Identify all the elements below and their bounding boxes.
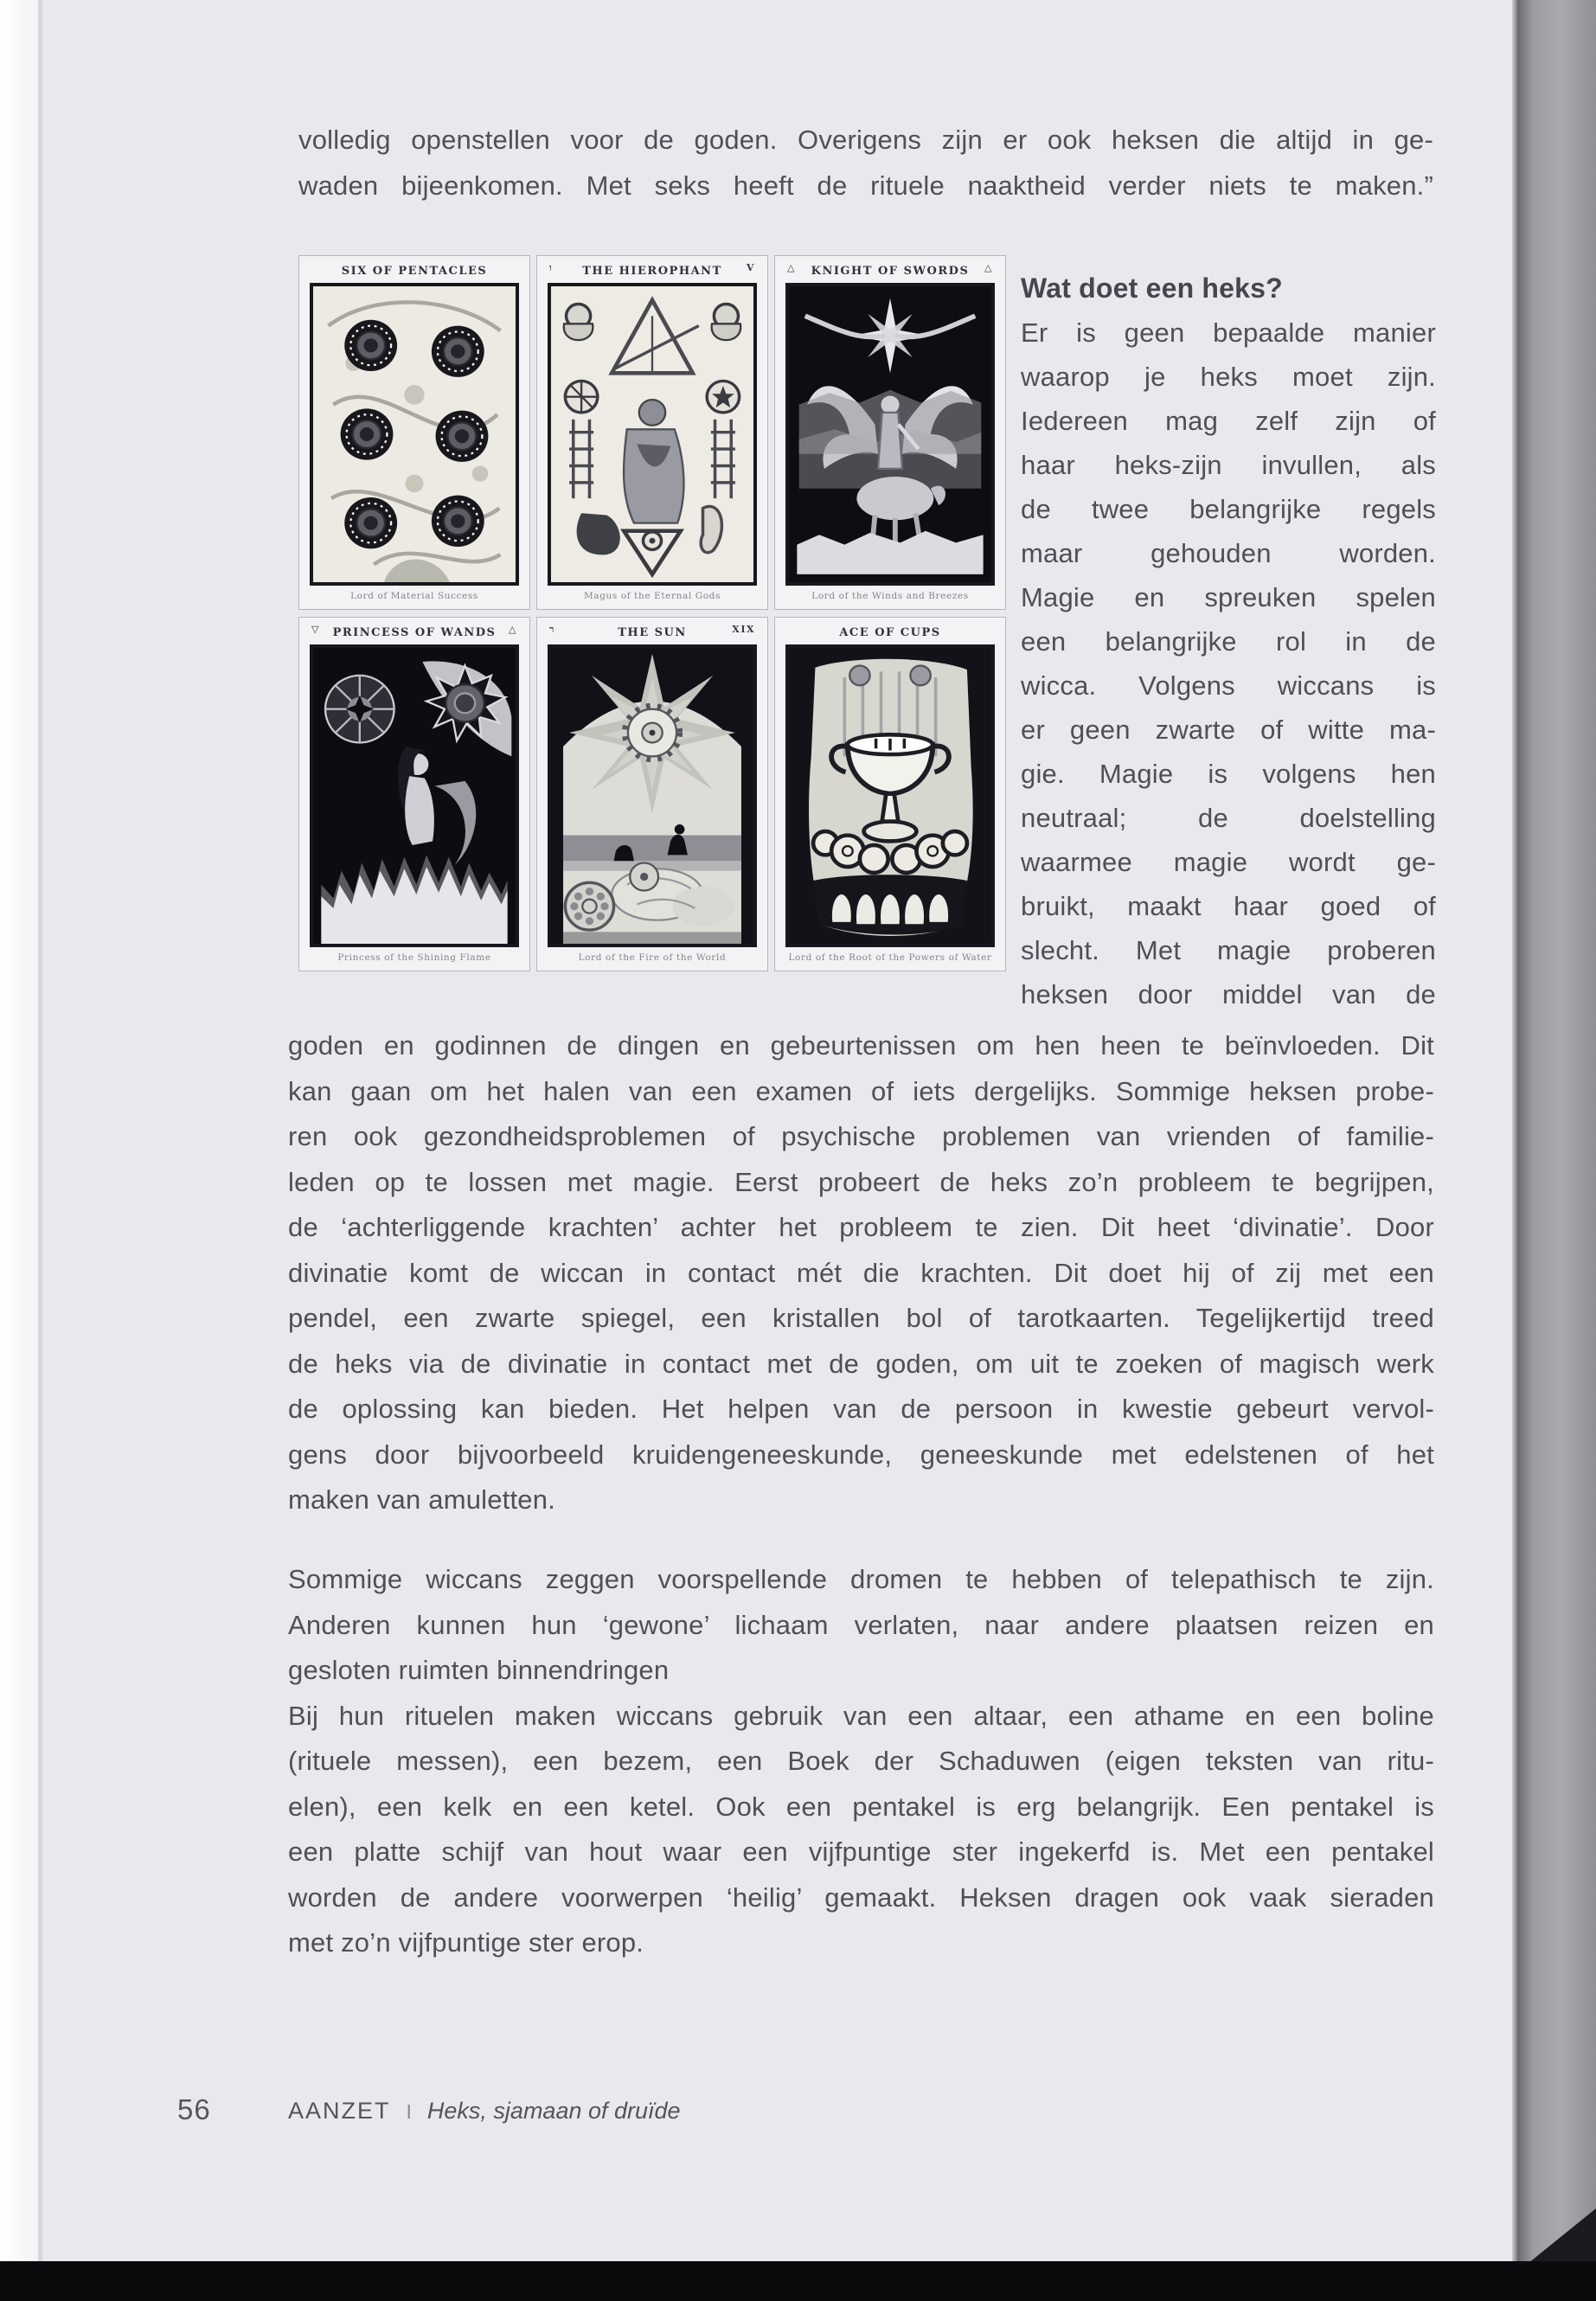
card-title-bar	[784, 622, 997, 644]
text-line: Magie en spreuken spelen	[1021, 582, 1436, 612]
text-line: Iedereen mag zelf zijn of	[1021, 406, 1436, 436]
card-right-symbol: △	[509, 624, 517, 635]
card-title: SIX OF PENTACLES	[341, 265, 488, 278]
text-line: goden en godinnen de dingen en gebeurtenissen om hen heen te beïnvloeden. Dit	[288, 1030, 1434, 1061]
book-title: Heks, sjamaan of druïde	[426, 2098, 681, 2124]
card-caption: Magus of the Eternal Gods	[584, 591, 721, 601]
text-line: Anderen kunnen hun ‘gewone’ lichaam verlaten, naar andere plaatsen reizen en	[288, 1609, 1434, 1640]
card-title-bar	[546, 622, 759, 644]
scan-page-crease	[1512, 0, 1519, 2301]
hierophant-illustration	[551, 286, 753, 582]
knight-illustration	[789, 286, 991, 582]
intro-paragraph	[298, 118, 1433, 208]
text-line: maken van amuletten.	[288, 1484, 556, 1515]
text-line: gie. Magie is volgens hen	[1021, 759, 1436, 789]
text-line: (rituele messen), een bezem, een Boek der Schaduwen (eigen teksten van ritu-	[288, 1746, 1434, 1776]
text-line: waarmee magie wordt ge-	[1021, 847, 1436, 877]
sun-wheel	[325, 676, 394, 743]
page-number: 56	[177, 2093, 211, 2125]
sun-illustration	[551, 648, 753, 944]
ace-of-cups-illustration	[789, 648, 991, 944]
text-line: worden de andere voorwerpen ‘heilig’ gemaakt. Heksen dragen ook vaak sieraden	[288, 1881, 1434, 1913]
text-line: slecht. Met magie proberen	[1021, 935, 1436, 965]
tarot-card-knight-of-swords	[774, 255, 1006, 610]
section-heading: Wat doet een heks?	[1021, 272, 1283, 304]
text-line: de ‘achterliggende krachten’ achter het probleem te zien. Dit heet ‘divinatie’. Door	[288, 1212, 1434, 1242]
text-line: waden bijeenkomen. Met seks heeft de rituele naaktheid verder niets te maken.”	[298, 170, 1433, 201]
series-name: AANZET	[288, 2098, 391, 2124]
card-title: KNIGHT OF SWORDS	[811, 265, 970, 278]
text-line: de heks via de divinatie in contact met de goden, om uit te zoeken of magisch werk	[288, 1348, 1434, 1379]
card-left-symbol: △	[787, 262, 796, 273]
text-line: kan gaan om het halen van een examen of iets dergelijks. Sommige heksen probe-	[288, 1075, 1434, 1106]
tarot-card-ace-of-cups	[774, 617, 1006, 971]
card-caption: Lord of the Root of the Powers of Water	[788, 952, 992, 963]
tarot-card-the-sun	[536, 617, 768, 971]
text-line: leden op te lossen met magie. Eerst probeert de heks zo’n probleem te begrijpen,	[288, 1166, 1434, 1197]
card-left-symbol: ר	[549, 624, 555, 635]
card-title: THE HIEROPHANT	[582, 265, 722, 278]
body-paragraph-1	[288, 1023, 1434, 1523]
tarot-card-grid	[298, 255, 1006, 971]
card-left-symbol: ו	[549, 262, 554, 273]
star-pentacle	[707, 381, 739, 412]
bell-left	[564, 304, 593, 341]
text-line: de twee belangrijke regels	[1021, 494, 1436, 524]
card-illustration-frame	[310, 283, 519, 586]
text-line: pendel, een zwarte spiegel, een kristallen bol of tarotkaarten. Tegelijkertijd treed	[288, 1303, 1434, 1333]
body-paragraph-2	[288, 1557, 1434, 1966]
tarot-card-princess-of-wands	[298, 617, 530, 971]
card-left-symbol: ▽	[311, 624, 320, 635]
card-illustration-frame	[785, 283, 995, 586]
text-line: Bij hun rituelen maken wiccans gebruik van een altaar, een athame en een boline	[288, 1700, 1434, 1731]
card-right-symbol: △	[984, 262, 993, 273]
card-caption: Princess of the Shining Flame	[337, 952, 491, 963]
card-title: PRINCESS OF WANDS	[332, 626, 497, 639]
text-line: maar gehouden worden.	[1021, 538, 1436, 568]
text-line: met zo’n vijfpuntige ster erop.	[288, 1927, 644, 1958]
bell-right	[712, 304, 740, 341]
card-illustration-frame	[310, 644, 519, 947]
card-title: THE SUN	[618, 626, 687, 639]
section-column	[1021, 266, 1436, 1016]
text-line: wicca. Volgens wiccans is	[1021, 670, 1436, 701]
card-caption: Lord of the Fire of the World	[578, 952, 727, 963]
tarot-card-the-hierophant	[536, 255, 768, 610]
text-line: haar heks-zijn invullen, als	[1021, 450, 1436, 480]
princess-illustration	[313, 648, 516, 944]
wheel-pentacle	[565, 381, 597, 412]
text-line: de oplossing kan bieden. Het helpen van de persoon in kwestie gebeurt vervol-	[288, 1394, 1434, 1424]
tarot-card-six-of-pentacles	[298, 255, 530, 610]
card-right-symbol: V	[746, 262, 755, 273]
running-title	[288, 2098, 681, 2125]
card-title-bar	[784, 260, 997, 282]
card-caption: Lord of Material Success	[350, 591, 478, 601]
text-line: waarop je heks moet zijn.	[1021, 362, 1436, 392]
scan-left-crease	[38, 0, 42, 2301]
card-title-bar	[308, 260, 521, 282]
scan-bottom-edge	[0, 2261, 1596, 2301]
text-line: neutraal; de doelstelling	[1021, 803, 1436, 833]
page-footer	[0, 2093, 1471, 2131]
text-line: volledig openstellen voor de goden. Overigens zijn er ook heksen die altijd in ge-	[298, 125, 1433, 155]
card-illustration-frame	[548, 644, 757, 947]
text-line: Er is geen bepaalde manier	[1021, 317, 1436, 348]
text-line: Sommige wiccans zeggen voorspellende dromen te hebben of telepathisch te zijn.	[288, 1564, 1434, 1594]
text-line: een platte schijf van hout waar een vijfpuntige ster ingekerfd is. Met een pentakel	[288, 1836, 1434, 1867]
scan-right-page-stack	[1519, 0, 1596, 2301]
text-line: elen), een kelk en een ketel. Ook een pentakel is erg belangrijk. Een pentakel is	[288, 1791, 1434, 1822]
text-line: gesloten ruimten binnendringen	[288, 1655, 670, 1685]
pentacles-illustration	[313, 286, 516, 582]
card-right-symbol: XIX	[732, 624, 755, 635]
card-title-bar	[308, 622, 521, 644]
footer-separator: I	[406, 2100, 412, 2123]
card-illustration-frame	[785, 644, 995, 947]
card-title-bar	[546, 260, 759, 282]
card-title: ACE OF CUPS	[839, 626, 941, 639]
text-line: bruikt, maakt haar goed of	[1021, 891, 1436, 921]
text-line: divinatie komt de wiccan in contact mét die krachten. Dit doet hij of zij met een	[288, 1257, 1434, 1288]
text-line: er geen zwarte of witte ma-	[1021, 715, 1436, 745]
text-line: een belangrijke rol in de	[1021, 626, 1436, 657]
text-line: ren ook gezondheidsproblemen of psychische problemen van vrienden of familie-	[288, 1121, 1434, 1151]
scan-left-edge	[0, 0, 38, 2301]
card-caption: Lord of the Winds and Breezes	[811, 591, 969, 601]
text-line: gens door bijvoorbeeld kruidengeneeskunde, geneeskunde met edelstenen of het	[288, 1439, 1434, 1470]
card-illustration-frame	[548, 283, 757, 586]
text-line: heksen door middel van de	[1021, 979, 1436, 1009]
